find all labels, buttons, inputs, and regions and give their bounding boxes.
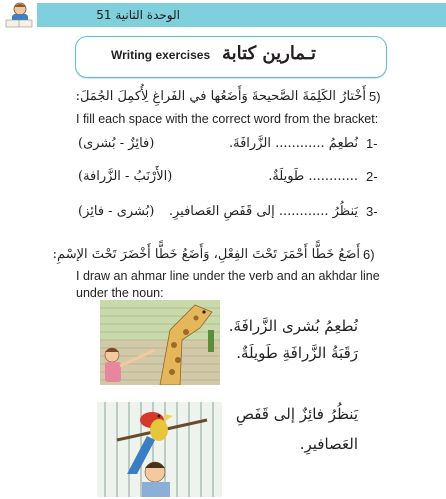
exercise-title-english: Writing exercises bbox=[111, 48, 211, 62]
item-choices: (بُشرى - فائِز) bbox=[78, 204, 155, 219]
section6-instruction-ar: أَضَعُ خَطًّا أَحْمَرَ تَحْتَ الفِعْلِ، وَأَضَعُ خَطًّا أَخْضَرَ تَحْتَ الإسْمِ: bbox=[52, 247, 360, 262]
section6-sentence: يَنظُرُ فائِزٌ إلى قَفَصِ bbox=[235, 405, 358, 423]
section5-instruction-ar: أَخْتارُ الكَلِمَةَ الصَّحيحةَ وَأَضَعُها في الفَراغِ لِأُكمِلَ الجُمَلَ: bbox=[75, 89, 366, 104]
section6-sentence: رَقَبَةُ الزَّرافَةِ طَويلَةٌ. bbox=[236, 344, 358, 362]
page-title: الوحدة الثانية 51 bbox=[96, 8, 180, 22]
section6-number: 6) bbox=[363, 247, 375, 262]
item-number: 2- bbox=[366, 169, 378, 184]
item-choices: (فائِزٌ - بُشرى) bbox=[78, 136, 155, 151]
item-sentence: نُطعِمُ ............ الزَّرافَةَ. bbox=[228, 136, 358, 151]
section6-instruction-en-line1: I draw an ahmar line under the verb and an akhdar line bbox=[76, 269, 380, 283]
section6-instruction-en-line2: under the noun: bbox=[76, 286, 164, 300]
section6-sentence: نُطعِمُ بُشرى الزَّرافَةَ. bbox=[228, 317, 358, 335]
boy-parrot-cage-illustration bbox=[97, 402, 222, 497]
item-number: 1- bbox=[366, 136, 378, 151]
exercise-title-arabic: تـمارين كتابة bbox=[222, 43, 316, 64]
girl-feeding-giraffe-illustration bbox=[100, 300, 220, 385]
item-choices: (الأَرْنَبُ - الزَّرافة) bbox=[78, 169, 173, 184]
boy-reading-icon bbox=[0, 0, 37, 32]
item-sentence: يَنظُرُ ............ إلى قَفَصِ العَصافيرِ. bbox=[168, 204, 358, 219]
section5-number: 5) bbox=[369, 89, 381, 104]
section6-sentence: العَصافيرِ. bbox=[299, 435, 358, 453]
item-number: 3- bbox=[366, 204, 378, 219]
item-sentence: ............ طَويلَةٌ. bbox=[268, 169, 358, 184]
section5-instruction-en: I fill each space with the correct word from the bracket: bbox=[76, 112, 379, 126]
